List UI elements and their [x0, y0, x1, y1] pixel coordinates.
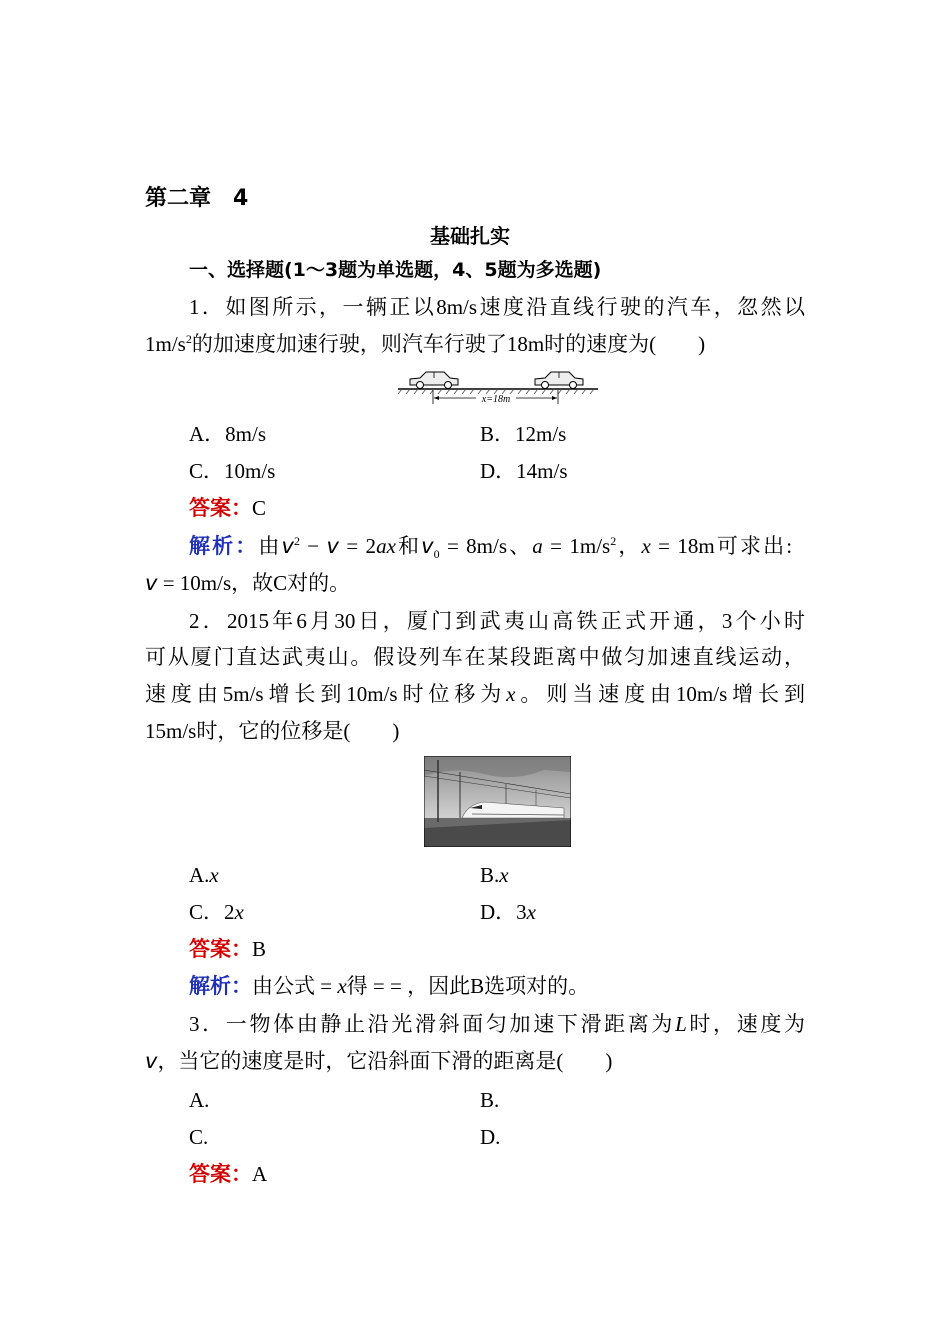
- q1-analysis-line-2: v = 10m/s，故C对的。: [145, 571, 351, 595]
- train-photo: [424, 756, 571, 847]
- q2-option-c[interactable]: C．2x: [189, 900, 244, 924]
- car-end-icon: [535, 372, 583, 389]
- chapter-heading: 第二章 4: [145, 186, 249, 211]
- q2-line-3: 速度由5m/s增长到10m/s时位移为x。则当速度由10m/s增长到: [145, 682, 805, 706]
- q3-line-2: v，当它的速度是时，它沿斜面下滑的距离是( ): [145, 1049, 613, 1073]
- distance-label: x=18m: [481, 394, 511, 405]
- q1-option-c[interactable]: C．10m/s: [189, 459, 276, 483]
- section-title: 基础扎实: [430, 224, 510, 248]
- q2-option-a[interactable]: A.x: [189, 863, 219, 887]
- q2-line-1: 2．2015年6月30日，厦门到武夷山高铁正式开通，3个小时: [189, 609, 805, 633]
- q2-answer: 答案：B: [189, 937, 267, 961]
- q1-answer: 答案：C: [189, 496, 267, 520]
- car-start-icon: [410, 372, 458, 389]
- car-diagram: [398, 366, 598, 406]
- q1-analysis-line-1: 解析：由$v^2 - v = 2ax$和$v_0 = 8m/s$、$a = 1m/s^2$，x = 18m可求出:: [189, 534, 793, 562]
- q3-option-a[interactable]: A.: [189, 1088, 210, 1112]
- part-heading: 一、选择题(1～3题为单选题，4、5题为多选题): [189, 259, 602, 281]
- q1-option-a[interactable]: A．8m/s: [189, 422, 267, 446]
- q2-analysis: 解析：由公式 = x得 = = ，因此B选项对的。: [189, 974, 590, 998]
- q2-line-2: 可从厦门直达武夷山。假设列车在某段距离中做匀加速直线运动，: [145, 645, 805, 669]
- q2-option-b[interactable]: B.x: [480, 863, 509, 887]
- q3-option-b[interactable]: B.: [480, 1088, 500, 1112]
- q1-option-b[interactable]: B．12m/s: [480, 422, 567, 446]
- q2-option-d[interactable]: D．3x: [480, 900, 536, 924]
- q1-line-2: $1m/s^2$的加速度加速行驶，则汽车行驶了18m时的速度为( ): [145, 332, 706, 356]
- q3-answer: 答案：A: [189, 1162, 268, 1186]
- q3-option-d[interactable]: D.: [480, 1125, 501, 1149]
- q3-option-c[interactable]: C.: [189, 1125, 209, 1149]
- q2-line-4: 15m/s时，它的位移是( ): [145, 719, 400, 743]
- q3-line-1: 3．一物体由静止沿光滑斜面匀加速下滑距离为L时，速度为: [189, 1012, 805, 1036]
- q1-line-1: 1．如图所示，一辆正以8m/s速度沿直线行驶的汽车，忽然以: [189, 295, 805, 319]
- q1-option-d[interactable]: D．14m/s: [480, 459, 568, 483]
